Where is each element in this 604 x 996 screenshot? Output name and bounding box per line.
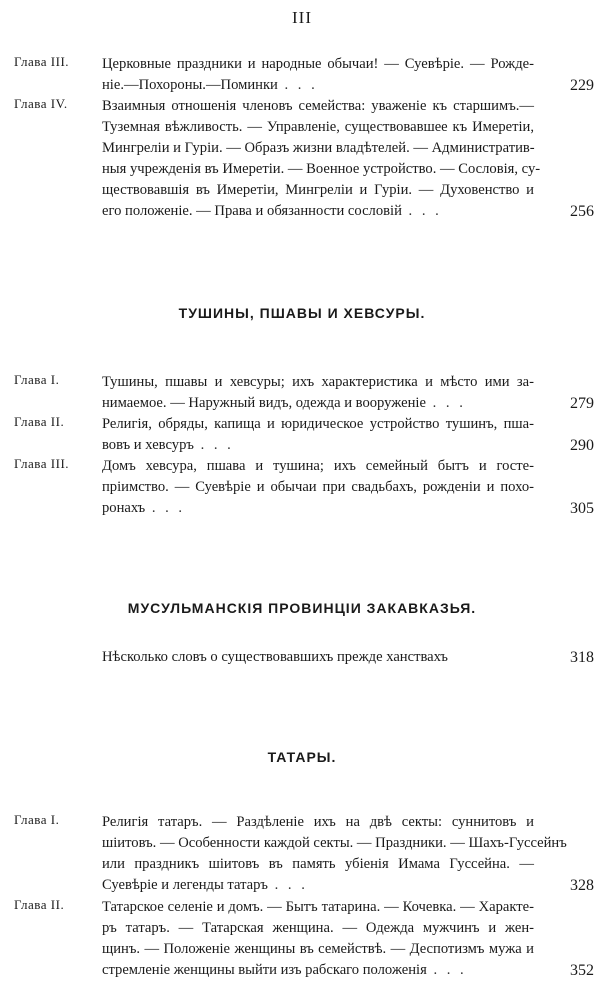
leader-dots: . . .: [426, 962, 467, 978]
entry-line: Тушины, пшавы и хевсуры; ихъ характеристика и мѣсто ими за-: [102, 374, 534, 390]
chapter-label: Глава III.: [14, 54, 70, 69]
page-ref: 279: [570, 395, 594, 412]
leader-dots: . . .: [277, 77, 318, 93]
page-ref: 290: [570, 437, 594, 454]
entry-line: Взаимныя отношенія членовъ семейства: уваженіе къ старшимъ.—: [102, 98, 534, 114]
toc-entry: [14, 54, 594, 96]
entry-line: ныя учрежденія въ Имеретіи. — Военное устройство. — Сословія, су-: [102, 161, 541, 177]
entry-line: Мингреліи и Гуріи. — Образъ жизни владѣтелей. — Административ-: [102, 140, 535, 156]
page-ref: 256: [570, 203, 594, 220]
entry-line: шіитовъ. — Особенности каждой секты. — Праздники. — Шахъ-Гуссейнъ: [102, 835, 567, 851]
toc-entry: [14, 456, 594, 519]
chapter-label: Глава II.: [14, 414, 65, 429]
entry-line: Религія татаръ. — Раздѣленіе ихъ на двѣ секты: суннитовъ и: [102, 814, 534, 830]
chapter-label: Глава I.: [14, 372, 60, 387]
entry-line: ществовавшія въ Имеретіи, Мингреліи и Гуріи. — Духовенство и: [102, 182, 534, 198]
leader-dots: . . .: [145, 500, 186, 516]
entry-line: ніе.—Похороны.—Поминки . . .: [102, 77, 318, 93]
entry-line: его положеніе. — Права и обязанности сословій . . .: [102, 203, 442, 219]
entry-line: Религія, обряды, капища и юридическое устройство тушинъ, пша-: [102, 416, 534, 432]
entry-line: или праздникъ шіитовъ въ память убіенія Имама Гуссейна. —: [102, 856, 534, 872]
chapter-label: Глава I.: [14, 812, 60, 827]
entry-line: Туземная вѣжливость. — Управленіе, существовавшее къ Имеретіи,: [102, 119, 534, 135]
chapter-label: Глава III.: [14, 456, 70, 471]
leader-dots: . . .: [425, 395, 466, 411]
page-ref: 328: [570, 877, 594, 894]
entry-line: Домъ хевсура, пшава и тушина; ихъ семейный бытъ и госте-: [102, 458, 534, 474]
leader-dots: . . .: [401, 203, 442, 219]
section-heading: ТАТАРЫ.: [267, 749, 337, 765]
page-ref: 352: [570, 962, 594, 979]
toc-entry: [14, 897, 594, 981]
entry-line: щинъ. — Положеніе женщины въ семействѣ. — Деспотизмъ мужа и: [102, 941, 534, 957]
section-heading: ТУШИНЫ, ПШАВЫ И ХЕВСУРЫ.: [178, 305, 426, 321]
section-heading: МУСУЛЬМАНСКІЯ ПРОВИНЦІИ ЗАКАВКАЗЬЯ.: [127, 600, 477, 616]
chapter-label: Глава IV.: [14, 96, 68, 111]
leader-dots: . . .: [267, 877, 308, 893]
entry-line: Суевѣріе и легенды татаръ . . .: [102, 877, 308, 893]
entry-line: вовъ и хевсуръ . . .: [102, 437, 234, 453]
page-number: III: [292, 8, 312, 27]
page-ref: 305: [570, 500, 594, 517]
entry-line: ронахъ . . .: [102, 500, 186, 516]
toc-entry: [14, 372, 594, 414]
toc-entry: [14, 812, 594, 896]
entry-line: стремленіе женщины выйти изъ рабскаго положенія . . .: [102, 962, 467, 978]
entry-line: Татарское селеніе и домъ. — Бытъ татарина. — Кочевка. — Характе-: [102, 899, 534, 915]
toc-entry: [14, 96, 594, 222]
toc-entry: [14, 414, 594, 456]
entry-line: Нѣсколько словъ о существовавшихъ прежде ханствахъ: [102, 649, 448, 665]
leader-dots: . . .: [193, 437, 234, 453]
toc-entry: [102, 647, 594, 668]
page-ref: 318: [570, 649, 594, 666]
entry-line: нимаемое. — Наружный видъ, одежда и вооруженіе . . .: [102, 395, 466, 411]
page-ref: 229: [570, 77, 594, 94]
chapter-label: Глава II.: [14, 897, 65, 912]
entry-line: ръ татаръ. — Татарская женщина. — Одежда мужчинъ и жен-: [102, 920, 534, 936]
entry-line: пріимство. — Суевѣріе и обычаи при свадьбахъ, рожденіи и похо-: [102, 479, 534, 495]
entry-line: Церковные праздники и народные обычаи! — Суевѣріе. — Рожде-: [102, 56, 534, 72]
